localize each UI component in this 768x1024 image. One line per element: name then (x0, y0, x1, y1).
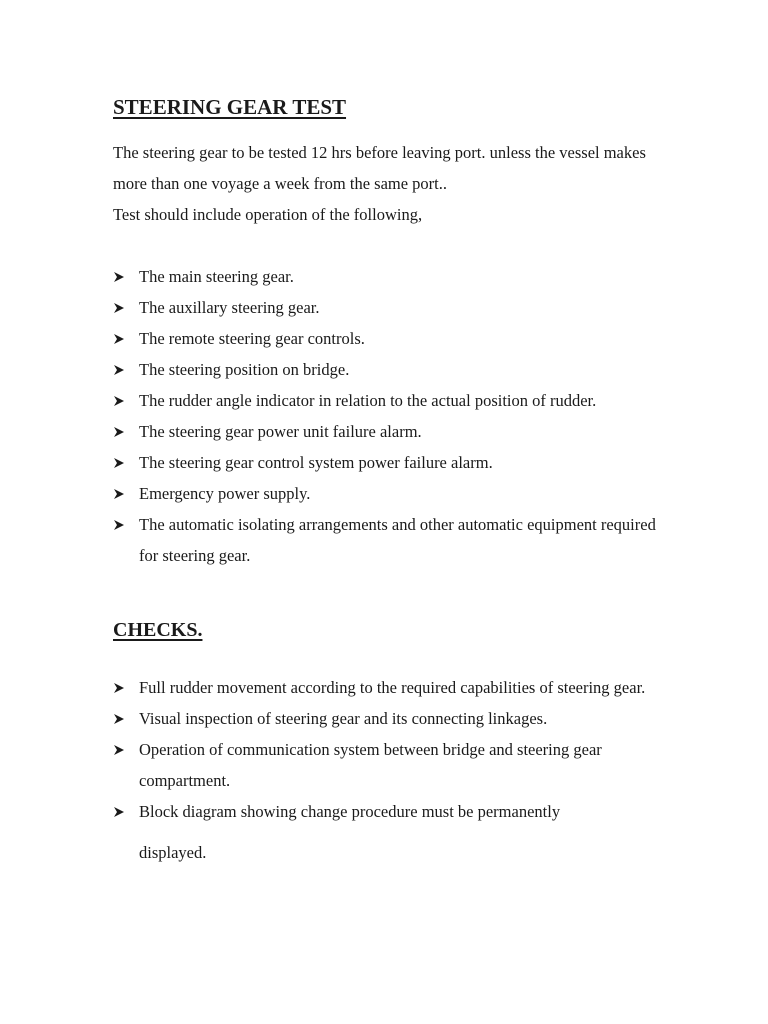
list-item-text: The automatic isolating arrangements and other automatic equipment required for steering gear. (139, 515, 656, 565)
arrowhead-bullet-icon (113, 509, 127, 540)
list-item-text: Visual inspection of steering gear and its connecting linkages. (139, 709, 548, 728)
list-item (113, 703, 658, 734)
list-item-text: Operation of communication system between bridge and steering gear compartment. (139, 740, 602, 790)
intro-paragraph (113, 137, 653, 230)
tests-list (113, 261, 658, 571)
arrowhead-bullet-icon (113, 734, 127, 765)
list-item-text: The auxillary steering gear. (139, 298, 320, 317)
list-item-text-tail: displayed. (139, 843, 207, 862)
arrowhead-bullet-icon (113, 672, 127, 703)
list-item (113, 672, 658, 703)
arrowhead-bullet-icon (113, 354, 127, 385)
page-title: STEERING GEAR TEST (113, 95, 347, 119)
list-item-text: The steering gear power unit failure alarm. (139, 422, 422, 441)
checks-heading: CHECKS. (113, 619, 203, 641)
arrowhead-bullet-icon (113, 323, 127, 354)
list-item-text: The main steering gear. (139, 267, 294, 286)
list-item (113, 416, 658, 447)
list-item-text: The steering position on bridge. (139, 360, 350, 379)
arrowhead-bullet-icon (113, 416, 127, 447)
list-item-text (139, 796, 658, 868)
arrowhead-bullet-icon (113, 292, 127, 323)
list-item (113, 292, 658, 323)
list-item (113, 323, 658, 354)
list-item-text: Full rudder movement according to the required capabilities of steering gear. (139, 678, 646, 697)
arrowhead-bullet-icon (113, 478, 127, 509)
list-item (113, 796, 658, 868)
arrowhead-bullet-icon (113, 385, 127, 416)
intro-lead-in: Test should include operation of the following, (113, 205, 423, 224)
arrowhead-bullet-icon (113, 703, 127, 734)
list-item-text: Emergency power supply. (139, 484, 311, 503)
list-item (113, 478, 658, 509)
intro-text: The steering gear to be tested 12 hrs before leaving port. unless the vessel makes more than one voyage a week from the same port.. (113, 143, 646, 193)
list-item (113, 385, 658, 416)
list-item (113, 261, 658, 292)
list-item (113, 447, 658, 478)
arrowhead-bullet-icon (113, 447, 127, 478)
list-item (113, 734, 658, 796)
arrowhead-bullet-icon (113, 796, 127, 827)
list-item-text: The steering gear control system power failure alarm. (139, 453, 493, 472)
list-item-text: The rudder angle indicator in relation to the actual position of rudder. (139, 391, 597, 410)
checks-list (113, 672, 658, 868)
list-item-text: The remote steering gear controls. (139, 329, 365, 348)
list-item (113, 509, 658, 571)
list-item-text-main: Block diagram showing change procedure must be permanently (139, 802, 561, 821)
list-item (113, 354, 658, 385)
arrowhead-bullet-icon (113, 261, 127, 292)
